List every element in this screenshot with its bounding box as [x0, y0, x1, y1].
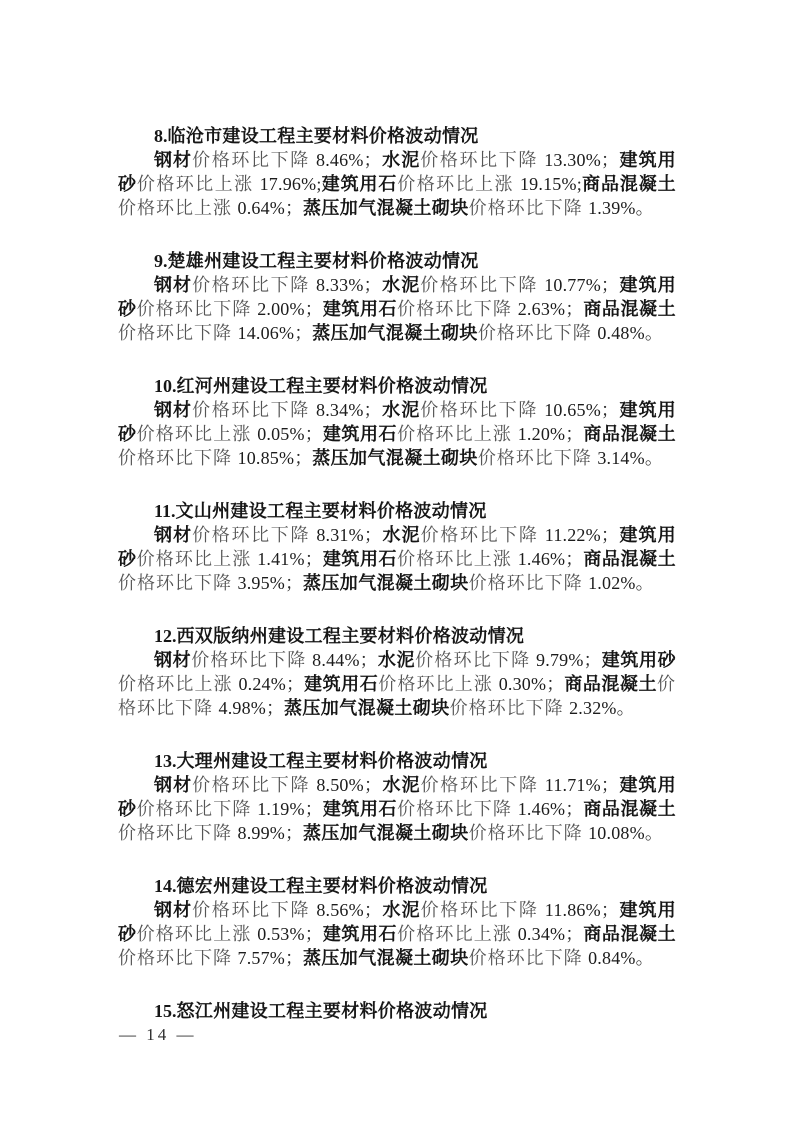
- section-title: 德宏州建设工程主要材料价格波动情况: [176, 876, 488, 896]
- price-change-phrase: 价格环比下降: [118, 323, 238, 343]
- separator: 。: [644, 448, 663, 468]
- separator: ；: [285, 948, 303, 968]
- material-name: 建筑用石: [322, 424, 398, 444]
- material-name: 建筑用砂: [601, 650, 676, 670]
- section-number: 11.: [154, 501, 176, 521]
- price-change-value: 7.57%: [237, 948, 285, 968]
- price-change-value: 8.50%: [316, 775, 364, 795]
- section: [118, 499, 676, 595]
- price-change-value: 1.39%: [588, 198, 636, 218]
- separator: ；: [583, 650, 602, 670]
- price-change-value: 0.30%: [498, 674, 547, 694]
- price-change-phrase: 价格环比下降: [477, 323, 598, 343]
- material-name: 蒸压加气混凝土砌块: [303, 573, 469, 593]
- price-change-phrase: 价格环比下降: [468, 948, 589, 968]
- section-number: 10.: [154, 376, 177, 396]
- price-change-value: 8.34%: [316, 400, 364, 420]
- price-change-value: 11.86%: [544, 900, 601, 920]
- separator: ;: [316, 174, 322, 194]
- price-change-value: 13.30%: [544, 150, 601, 170]
- separator: 。: [616, 698, 635, 718]
- section: [118, 999, 676, 1023]
- separator: ；: [363, 775, 382, 795]
- separator: 。: [635, 198, 654, 218]
- price-change-phrase: 价格环比下降: [449, 698, 570, 718]
- section-title: 怒江州建设工程主要材料价格波动情况: [176, 1001, 488, 1021]
- material-name: 钢材: [154, 150, 193, 170]
- material-name: 水泥: [381, 275, 421, 295]
- section-heading: [118, 999, 676, 1023]
- material-name: 蒸压加气混凝土砌块: [284, 698, 450, 718]
- section-number: 8.: [154, 126, 168, 146]
- material-name: 建筑用石: [322, 799, 398, 819]
- separator: ；: [304, 799, 323, 819]
- material-name: 建筑用砂: [118, 400, 677, 444]
- price-change-value: 0.24%: [238, 674, 286, 694]
- section-title: 大理州建设工程主要材料价格波动情况: [176, 751, 488, 771]
- separator: ；: [359, 650, 378, 670]
- material-name: 商品混凝土: [581, 174, 677, 194]
- material-name: 钢材: [154, 525, 193, 545]
- separator: ；: [363, 400, 382, 420]
- separator: ；: [285, 674, 304, 694]
- separator: ；: [285, 823, 303, 843]
- price-change-phrase: 价格环比上涨: [136, 549, 258, 569]
- price-change-phrase: 价格环比下降: [420, 275, 545, 295]
- separator: ；: [304, 299, 323, 319]
- section: [118, 124, 676, 220]
- separator: 。: [644, 323, 663, 343]
- price-change-phrase: 价格环比下降: [118, 948, 238, 968]
- price-change-value: 2.63%: [517, 299, 566, 319]
- section-number: 12.: [154, 626, 177, 646]
- price-change-phrase: 价格环比下降: [136, 299, 258, 319]
- price-change-phrase: 价格环比上涨: [136, 924, 258, 944]
- section-title: 楚雄州建设工程主要材料价格波动情况: [167, 251, 479, 271]
- price-change-phrase: 价格环比下降: [118, 674, 677, 718]
- price-change-value: 8.33%: [316, 275, 364, 295]
- section: [118, 874, 676, 970]
- section-title: 文山州建设工程主要材料价格波动情况: [175, 501, 487, 521]
- price-change-phrase: 价格环比上涨: [378, 674, 499, 694]
- price-change-phrase: 价格环比下降: [397, 299, 518, 319]
- price-change-phrase: 价格环比下降: [420, 775, 545, 795]
- section-paragraph: [118, 773, 676, 845]
- price-change-value: 8.31%: [316, 525, 364, 545]
- price-change-value: 8.46%: [316, 150, 364, 170]
- price-change-value: 9.79%: [536, 650, 584, 670]
- price-change-phrase: 价格环比下降: [468, 198, 589, 218]
- separator: ；: [600, 775, 619, 795]
- material-name: 水泥: [381, 775, 421, 795]
- separator: ；: [565, 549, 584, 569]
- separator: ；: [363, 900, 382, 920]
- material-name: 建筑用砂: [118, 525, 677, 569]
- section-title: 西双版纳州建设工程主要材料价格波动情况: [176, 626, 525, 646]
- section-title: 红河州建设工程主要材料价格波动情况: [176, 376, 488, 396]
- material-name: 钢材: [154, 650, 192, 670]
- price-change-phrase: 价格环比下降: [136, 799, 258, 819]
- price-change-value: 8.99%: [237, 823, 285, 843]
- section: [118, 374, 676, 470]
- separator: ;: [576, 174, 582, 194]
- price-change-value: 11.71%: [544, 775, 601, 795]
- section: [118, 249, 676, 345]
- material-name: 水泥: [381, 900, 421, 920]
- material-name: 蒸压加气混凝土砌块: [312, 323, 478, 343]
- material-name: 商品混凝土: [583, 549, 677, 569]
- material-name: 建筑用砂: [118, 900, 677, 944]
- price-change-phrase: 价格环比下降: [468, 823, 589, 843]
- price-change-phrase: 价格环比下降: [477, 448, 598, 468]
- price-change-value: 10.65%: [544, 400, 601, 420]
- material-name: 商品混凝土: [583, 924, 677, 944]
- document-content: [118, 124, 676, 1023]
- price-change-value: 1.19%: [257, 799, 305, 819]
- price-change-value: 1.46%: [517, 799, 566, 819]
- price-change-value: 8.56%: [316, 900, 364, 920]
- price-change-value: 19.15%: [519, 174, 577, 194]
- separator: 。: [644, 823, 663, 843]
- price-change-phrase: 价格环比下降: [192, 525, 317, 545]
- material-name: 水泥: [381, 150, 421, 170]
- material-name: 商品混凝土: [583, 424, 677, 444]
- price-change-phrase: 价格环比下降: [118, 823, 238, 843]
- price-change-value: 1.41%: [257, 549, 305, 569]
- price-change-phrase: 价格环比上涨: [118, 674, 239, 694]
- price-change-phrase: 价格环比上涨: [397, 174, 520, 194]
- separator: ；: [285, 573, 303, 593]
- separator: 。: [635, 948, 654, 968]
- material-name: 水泥: [381, 400, 421, 420]
- price-change-value: 17.96%: [259, 174, 317, 194]
- separator: ；: [266, 698, 284, 718]
- material-name: 水泥: [381, 525, 421, 545]
- price-change-phrase: 价格环比下降: [192, 275, 317, 295]
- material-name: 建筑用石: [322, 549, 398, 569]
- separator: ；: [363, 525, 382, 545]
- material-name: 钢材: [154, 275, 193, 295]
- price-change-value: 10.77%: [544, 275, 601, 295]
- material-name: 建筑用石: [322, 299, 398, 319]
- section-heading: [118, 499, 676, 523]
- section-paragraph: [118, 398, 676, 470]
- separator: ；: [304, 424, 323, 444]
- price-change-phrase: 价格环比下降: [397, 799, 518, 819]
- section-number: 9.: [154, 251, 168, 271]
- material-name: 蒸压加气混凝土砌块: [303, 198, 469, 218]
- price-change-phrase: 价格环比下降: [420, 150, 545, 170]
- price-change-value: 0.34%: [517, 924, 566, 944]
- separator: ；: [363, 150, 382, 170]
- section-heading: [118, 749, 676, 773]
- section: [118, 749, 676, 845]
- price-change-value: 2.32%: [569, 698, 617, 718]
- separator: ；: [600, 400, 619, 420]
- price-change-value: 1.20%: [517, 424, 566, 444]
- separator: 。: [635, 573, 654, 593]
- separator: ；: [600, 900, 619, 920]
- material-name: 蒸压加气混凝土砌块: [303, 823, 469, 843]
- price-change-value: 11.22%: [544, 525, 601, 545]
- section-paragraph: [118, 648, 676, 720]
- price-change-value: 14.06%: [237, 323, 295, 343]
- material-name: 水泥: [377, 650, 416, 670]
- section-heading: [118, 374, 676, 398]
- price-change-phrase: 价格环比下降: [420, 900, 545, 920]
- page-number: — 14 —: [119, 1025, 197, 1044]
- separator: ；: [304, 549, 323, 569]
- price-change-phrase: 价格环比下降: [420, 400, 545, 420]
- material-name: 商品混凝土: [583, 299, 677, 319]
- separator: ；: [546, 674, 565, 694]
- material-name: 钢材: [154, 900, 193, 920]
- material-name: 蒸压加气混凝土砌块: [303, 948, 469, 968]
- section-heading: [118, 624, 676, 648]
- separator: ；: [600, 150, 619, 170]
- section-paragraph: [118, 523, 676, 595]
- price-change-phrase: 价格环比上涨: [136, 424, 258, 444]
- price-change-phrase: 价格环比下降: [192, 775, 317, 795]
- price-change-phrase: 价格环比上涨: [397, 424, 518, 444]
- material-name: 建筑用石: [303, 674, 379, 694]
- separator: ；: [363, 275, 382, 295]
- price-change-value: 2.00%: [257, 299, 305, 319]
- separator: ；: [294, 323, 313, 343]
- price-change-value: 8.44%: [312, 650, 360, 670]
- section-paragraph: [118, 148, 676, 220]
- price-change-value: 10.85%: [237, 448, 295, 468]
- price-change-phrase: 价格环比上涨: [397, 549, 518, 569]
- price-change-phrase: 价格环比上涨: [397, 924, 518, 944]
- separator: ；: [565, 424, 584, 444]
- price-change-phrase: 价格环比下降: [192, 150, 317, 170]
- separator: ；: [304, 924, 323, 944]
- material-name: 钢材: [154, 775, 193, 795]
- section-number: 15.: [154, 1001, 177, 1021]
- price-change-value: 1.02%: [588, 573, 636, 593]
- section-heading: [118, 249, 676, 273]
- section-title: 临沧市建设工程主要材料价格波动情况: [167, 126, 479, 146]
- price-change-value: 0.53%: [257, 924, 305, 944]
- separator: ；: [600, 275, 619, 295]
- price-change-value: 0.64%: [237, 198, 285, 218]
- separator: ；: [565, 799, 584, 819]
- price-change-value: 3.95%: [237, 573, 285, 593]
- price-change-value: 4.98%: [218, 698, 266, 718]
- material-name: 建筑用砂: [118, 275, 677, 319]
- section-number: 14.: [154, 876, 177, 896]
- price-change-phrase: 价格环比下降: [118, 573, 238, 593]
- material-name: 商品混凝土: [583, 799, 677, 819]
- price-change-phrase: 价格环比下降: [192, 400, 317, 420]
- price-change-value: 0.84%: [588, 948, 636, 968]
- price-change-phrase: 价格环比上涨: [136, 174, 260, 194]
- separator: ；: [294, 448, 313, 468]
- section-number: 13.: [154, 751, 177, 771]
- price-change-phrase: 价格环比下降: [192, 900, 317, 920]
- price-change-value: 0.05%: [257, 424, 305, 444]
- section-paragraph: [118, 898, 676, 970]
- section-paragraph: [118, 273, 676, 345]
- price-change-phrase: 价格环比上涨: [118, 198, 238, 218]
- price-change-value: 0.48%: [597, 323, 645, 343]
- price-change-phrase: 价格环比下降: [415, 650, 537, 670]
- material-name: 建筑用砂: [118, 150, 677, 194]
- price-change-value: 10.08%: [588, 823, 645, 843]
- material-name: 建筑用石: [322, 924, 398, 944]
- separator: ；: [285, 198, 303, 218]
- material-name: 商品混凝土: [564, 674, 658, 694]
- separator: ；: [600, 525, 619, 545]
- section-heading: [118, 874, 676, 898]
- material-name: 钢材: [154, 400, 193, 420]
- material-name: 建筑用石: [321, 174, 398, 194]
- price-change-value: 1.46%: [517, 549, 566, 569]
- material-name: 建筑用砂: [118, 775, 677, 819]
- price-change-value: 3.14%: [597, 448, 645, 468]
- separator: ；: [565, 299, 584, 319]
- price-change-phrase: 价格环比下降: [191, 650, 313, 670]
- price-change-phrase: 价格环比下降: [468, 573, 589, 593]
- separator: ；: [565, 924, 584, 944]
- material-name: 蒸压加气混凝土砌块: [312, 448, 478, 468]
- price-change-phrase: 价格环比下降: [118, 448, 238, 468]
- section-heading: [118, 124, 676, 148]
- price-change-phrase: 价格环比下降: [420, 525, 545, 545]
- section: [118, 624, 676, 720]
